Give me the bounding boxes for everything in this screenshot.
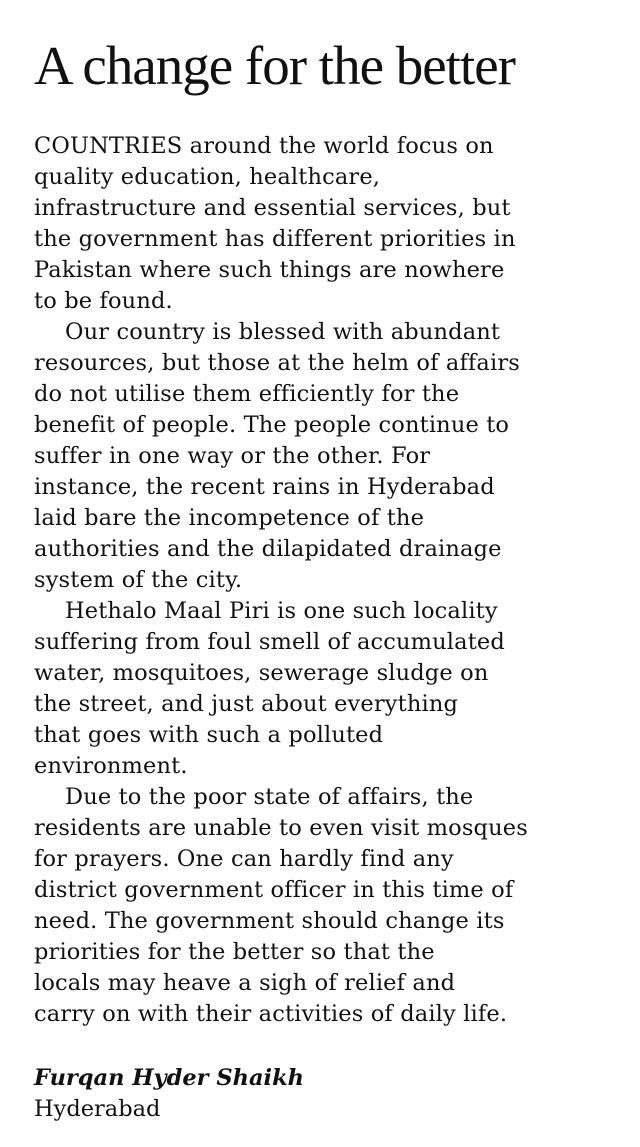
paragraph <box>34 317 614 596</box>
text-line: benefit of people. The people continue to <box>34 412 510 438</box>
letter-body <box>34 131 614 1030</box>
text-line: Our country is blessed with abundant <box>65 319 501 345</box>
text-line: do not utilise them efficiently for the <box>34 381 460 407</box>
text-line: authorities and the dilapidated drainage <box>34 536 502 562</box>
letter-signature <box>34 1063 614 1125</box>
text-line: water, mosquitoes, sewerage sludge on <box>34 660 489 686</box>
text-line: suffering from foul smell of accumulated <box>34 629 505 655</box>
text-line: environment. <box>34 753 188 779</box>
text-line: system of the city. <box>34 567 243 593</box>
text-line: Pakistan where such things are nowhere <box>34 257 505 283</box>
author-city: Hyderabad <box>34 1096 161 1122</box>
text-line: laid bare the incompetence of the <box>34 505 425 531</box>
text-line: infrastructure and essential services, but <box>34 195 511 221</box>
text-line: resources, but those at the helm of affairs <box>34 350 520 376</box>
text-line: priorities for the better so that the <box>34 939 435 965</box>
text-line: to be found. <box>34 288 173 314</box>
text-line: residents are unable to even visit mosques <box>34 815 528 841</box>
text-line: Hethalo Maal Piri is one such locality <box>65 598 498 624</box>
text-line: that goes with such a polluted <box>34 722 384 748</box>
text-line: quality education, healthcare, <box>34 164 381 190</box>
text-line: district government officer in this time of <box>34 877 514 903</box>
paragraph <box>34 131 614 317</box>
text-line: Due to the poor state of affairs, the <box>65 784 474 810</box>
author-name: Furqan Hyder Shaikh <box>34 1065 305 1091</box>
text-line: locals may heave a sigh of relief and <box>34 970 456 996</box>
text-line: COUNTRIES around the world focus on <box>34 133 494 159</box>
text-line: instance, the recent rains in Hyderabad <box>34 474 495 500</box>
text-line: suffer in one way or the other. For <box>34 443 431 469</box>
letter-headline: A change for the better <box>34 35 515 96</box>
text-line: the street, and just about everything <box>34 691 459 717</box>
text-line: carry on with their activities of daily life. <box>34 1001 508 1027</box>
text-line: need. The government should change its <box>34 908 505 934</box>
text-line: for prayers. One can hardly find any <box>34 846 454 872</box>
paragraph <box>34 782 614 1030</box>
paragraph <box>34 596 614 782</box>
letter-article <box>34 34 614 1122</box>
text-line: the government has different priorities in <box>34 226 516 252</box>
